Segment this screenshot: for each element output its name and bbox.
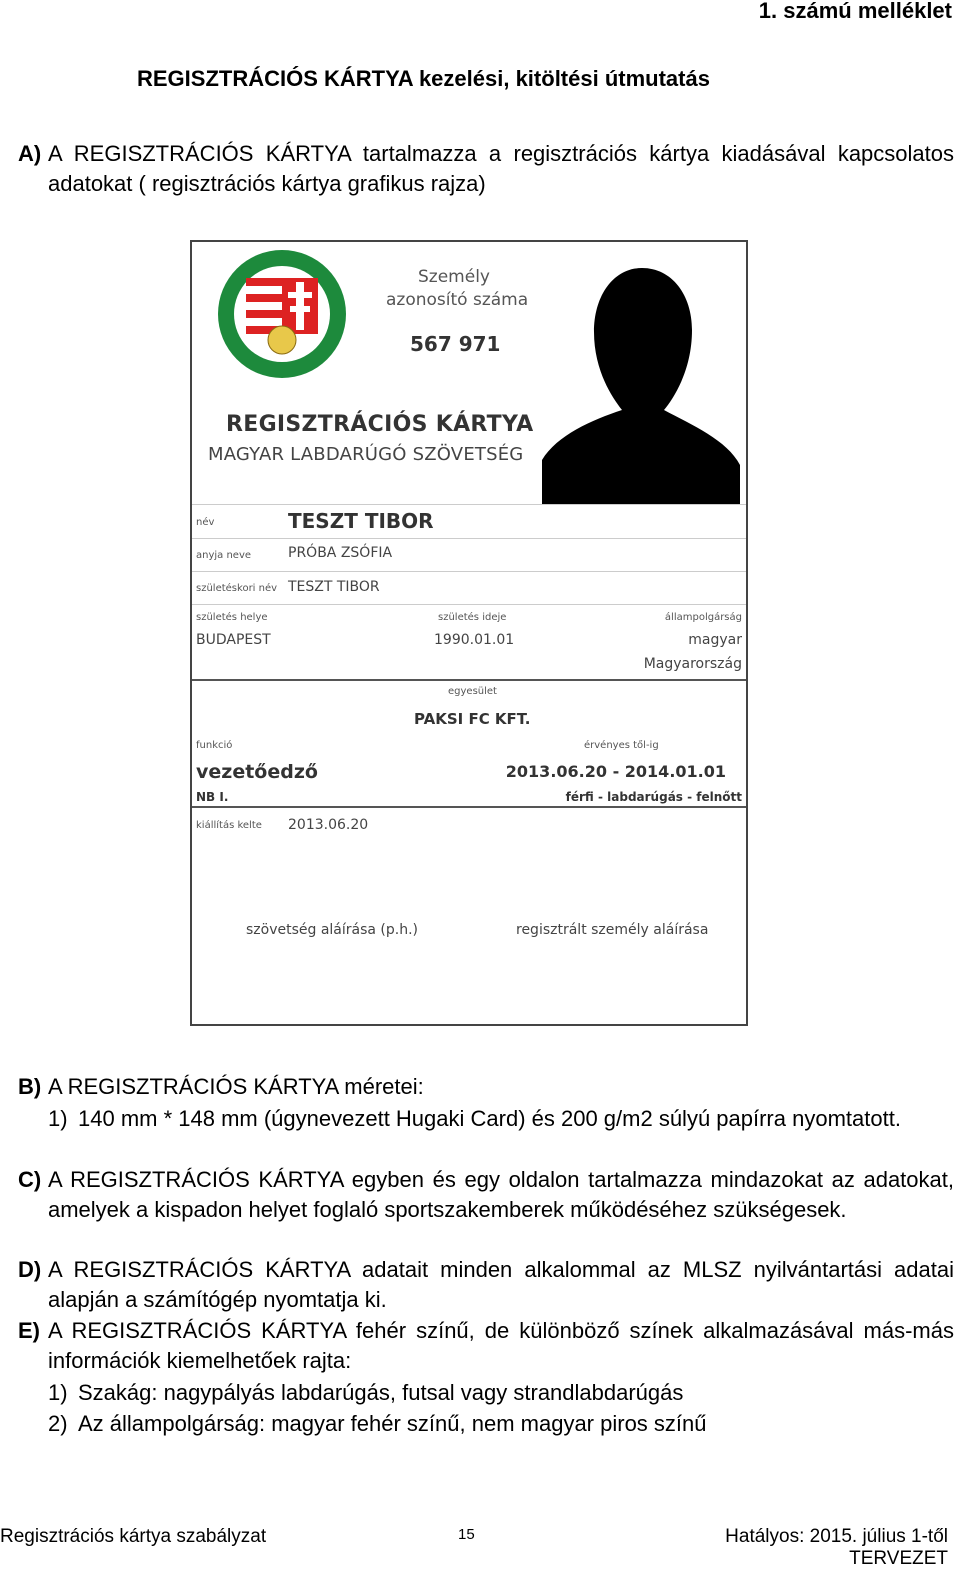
- person-silhouette-icon: [542, 260, 740, 505]
- footer-effective-date: Hatályos: 2015. július 1-től: [725, 1526, 948, 1547]
- id-number: 567 971: [410, 332, 501, 356]
- name-value: TESZT TIBOR: [288, 509, 434, 533]
- id-label-1: Személy: [418, 267, 490, 287]
- section-d-text: A REGISZTRÁCIÓS KÁRTYA adatait minden alkalommal az MLSZ nyilvántartási adatai alapján a számítógép nyomtatja ki.: [48, 1257, 954, 1312]
- section-c-text: A REGISZTRÁCIÓS KÁRTYA egyben és egy oldalon tartalmazza mindazokat az adatokat, amelyek a kispadon helyet foglaló sportszakemberek működéséhez szükségesek.: [48, 1167, 954, 1222]
- section-b-text: A REGISZTRÁCIÓS KÁRTYA méretei:: [48, 1074, 424, 1099]
- validity-label: érvényes től-ig: [584, 740, 659, 751]
- section-b: [18, 1072, 954, 1102]
- section-e: [18, 1316, 954, 1376]
- function-label: funkció: [196, 740, 233, 751]
- footer-doc-name: Regisztrációs kártya szabályzat: [0, 1526, 267, 1547]
- citizenship-value-1: magyar: [688, 632, 742, 648]
- category-value: férfi - labdarúgás - felnőtt: [565, 790, 742, 804]
- registration-card: [190, 240, 748, 1026]
- document-title: REGISZTRÁCIÓS KÁRTYA kezelési, kitöltési útmutatás: [137, 66, 710, 91]
- league-value: NB I.: [196, 790, 229, 804]
- section-b-label: B): [18, 1074, 42, 1099]
- mother-value: PRÓBA ZSÓFIA: [288, 545, 393, 561]
- id-label-2: azonosító száma: [386, 290, 529, 310]
- function-value: vezetőedző: [196, 761, 318, 783]
- section-e-item-1: [48, 1378, 954, 1408]
- section-e-label: E): [18, 1318, 40, 1343]
- section-c-label: C): [18, 1167, 42, 1192]
- section-e-item-2: [48, 1409, 954, 1439]
- footer-page-number: 15: [458, 1526, 475, 1543]
- footer-draft-label: TERVEZET: [849, 1548, 948, 1569]
- card-title: REGISZTRÁCIÓS KÁRTYA: [226, 412, 534, 437]
- birthplace-value: BUDAPEST: [196, 632, 271, 648]
- citizenship-value-2: Magyarország: [643, 656, 742, 672]
- section-a-text: A REGISZTRÁCIÓS KÁRTYA tartalmazza a regisztrációs kártya kiadásával kapcsolatos adatokat ( regisztrációs kártya grafikus rajza): [48, 141, 954, 196]
- section-b-item-1-num: 1): [48, 1106, 68, 1131]
- section-d-label: D): [18, 1257, 42, 1282]
- birthname-label: születéskori név: [196, 583, 278, 594]
- issue-label: kiállítás kelte: [196, 820, 262, 831]
- signature-federation: szövetség aláírása (p.h.): [246, 922, 419, 938]
- section-e-item-2-num: 2): [48, 1411, 68, 1436]
- club-label: egyesület: [448, 686, 497, 697]
- mlsz-crest-icon: [216, 248, 348, 380]
- birthplace-label: születés helye: [196, 612, 268, 623]
- birthdate-label: születés ideje: [438, 612, 507, 623]
- mother-label: anyja neve: [196, 550, 252, 561]
- citizenship-label: állampolgárság: [664, 612, 742, 623]
- section-c: [18, 1165, 954, 1225]
- issue-value: 2013.06.20: [288, 817, 369, 833]
- section-e-item-1-text: Szakág: nagypályás labdarúgás, futsal vagy strandlabdarúgás: [78, 1380, 684, 1405]
- annex-label: 1. számú melléklet: [758, 0, 952, 23]
- birthdate-value: 1990.01.01: [434, 632, 515, 648]
- section-e-item-1-num: 1): [48, 1380, 68, 1405]
- section-e-item-2-text: Az állampolgárság: magyar fehér színű, nem magyar piros színű: [78, 1411, 707, 1436]
- card-subtitle: MAGYAR LABDARÚGÓ SZÖVETSÉG: [208, 444, 524, 465]
- club-value: PAKSI FC KFT.: [414, 710, 531, 728]
- section-e-text: A REGISZTRÁCIÓS KÁRTYA fehér színű, de különböző színek alkalmazásával más-más információk kiemelhetőek rajta:: [48, 1318, 954, 1373]
- birthname-value: TESZT TIBOR: [288, 579, 380, 595]
- validity-value: 2013.06.20 - 2014.01.01: [505, 762, 726, 781]
- signature-person: regisztrált személy aláírása: [516, 922, 709, 938]
- section-d: [18, 1255, 954, 1315]
- name-label: név: [196, 517, 215, 528]
- section-a-label: A): [18, 141, 42, 166]
- footer-validity: [725, 1526, 948, 1570]
- section-a: [18, 139, 954, 199]
- section-b-item-1-text: 140 mm * 148 mm (úgynevezett Hugaki Card) és 200 g/m2 súlyú papírra nyomtatott.: [78, 1106, 901, 1131]
- section-b-item-1: [48, 1104, 954, 1134]
